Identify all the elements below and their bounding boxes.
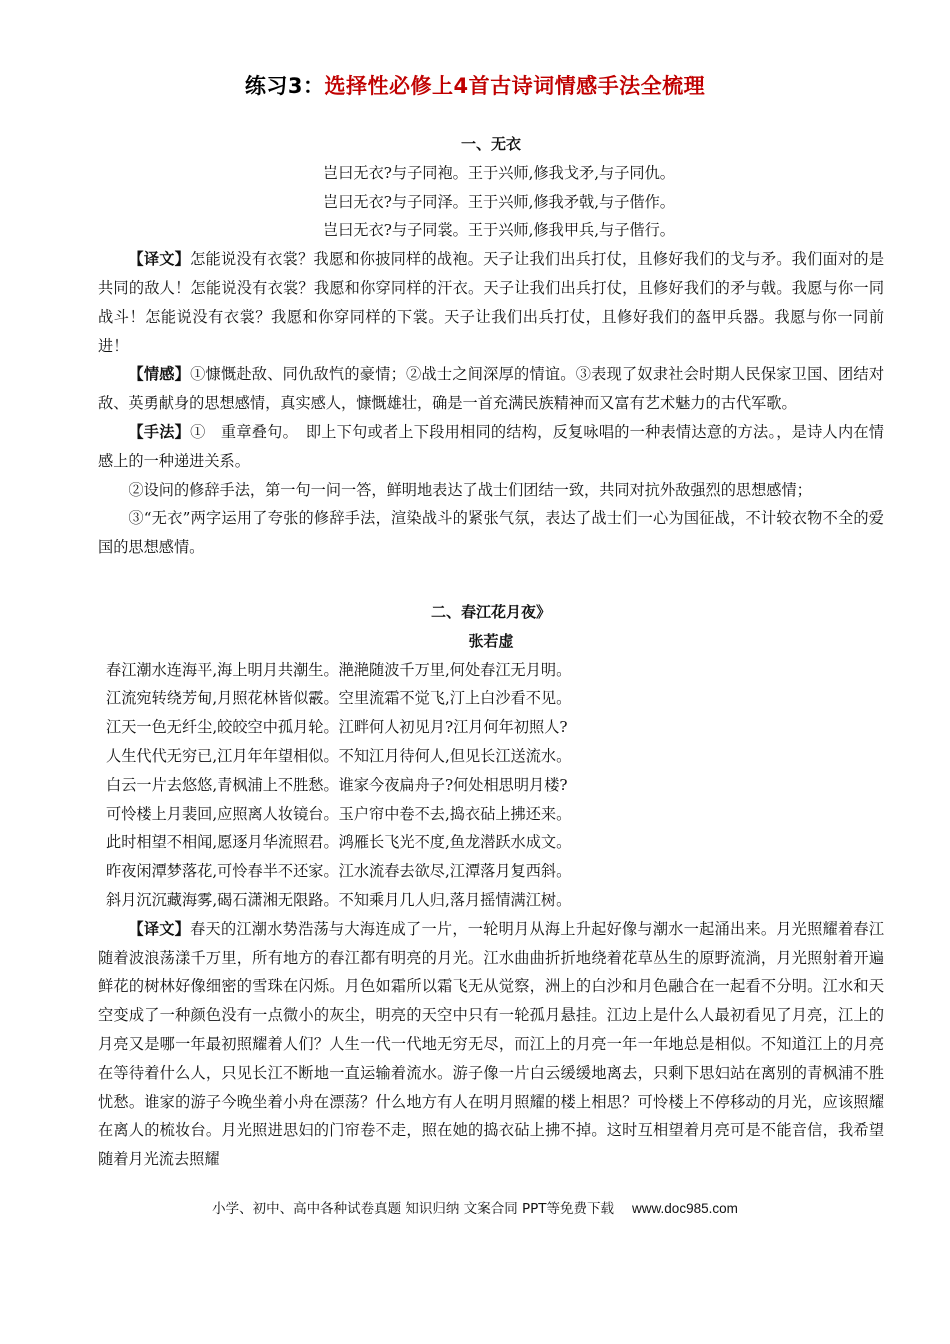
poem-line: 江天一色无纤尘,皎皎空中孤月轮。江畔何人初见月?江月何年初照人? <box>106 718 568 737</box>
page-footer <box>0 1197 950 1217</box>
technique-label: 【手法】 <box>128 422 191 441</box>
translation-label: 【译文】 <box>128 250 191 269</box>
poem-line: 岂曰无衣?与子同泽。王于兴师,修我矛戟,与子偕作。 <box>323 192 675 211</box>
poem-line: 斜月沉沉藏海雾,碣石潇湘无限路。不知乘月几人归,落月摇情满江树。 <box>106 890 572 909</box>
technique-paragraph-3: ③“无衣”两字运用了夸张的修辞手法，渲染战斗的紧张气氛，表达了战士们一心为国征战，不计较衣物不全的爱国的思想感情。 <box>98 509 884 557</box>
emotion-paragraph <box>98 360 884 418</box>
translation-text-2: 春天的江潮水势浩荡与大海连成了一片，一轮明月从海上升起好像与潮水一起涌出来。月光照耀着春江随着波浪荡漾千万里，所有地方的春江都有明亮的月光。江水曲曲折折地绕着花草丛生的原野流淌，月光照射着开遍鲜花的树林好像细密的雪珠在闪烁。月色如霜所以霜飞无从觉察，洲上的白沙和月色融合在一起看不分明。江水和天空变成了一种颜色没有一点微小的灰尘，明亮的天空中只有一轮孤月悬挂。江边上是什么人最初看见了月亮，江上的月亮又是哪一年最初照耀着人们？人生一代一代地无穷无尽，而江上的月亮一年一年地总是相似。不知道江上的月亮在等待着什么人，只见长江不断地一直运输着流水。游子像一片白云缓缓地离去，只剩下思妇站在离别的青枫浦不胜忧愁。谁家的游子今晚坐着小舟在漂荡？什么地方有人在明月照耀的楼上相思？可怜楼上不停移动的月光，应该照耀在离人的梳妆台。月光照进思妇的门帘卷不走，照在她的捣衣砧上拂不掉。这时互相望着月亮可是不能音信，我希望随着月光流去照耀 <box>98 919 885 1169</box>
translation-paragraph <box>98 245 884 360</box>
section-gap <box>98 562 884 598</box>
translation-paragraph-2 <box>98 915 884 1174</box>
poem-line: 岂曰无衣?与子同裳。王于兴师,修我甲兵,与子偕行。 <box>323 221 675 240</box>
translation-text: 怎能说没有衣裳？我愿和你披同样的战袍。天子让我们出兵打仗，且修好我们的戈与矛。我们面对的是共同的敌人！怎能说没有衣裳？我愿和你穿同样的汗衣。天子让我们出兵打仗，且修好我们的矛与戟。我愿与你一同战斗！怎能说没有衣裳？我愿和你穿同样的下裳。天子让我们出兵打仗，且修好我们的盔甲兵器。我愿与你一同前进！ <box>98 250 885 355</box>
poem-line: 岂曰无衣?与子同袍。王于兴师,修我戈矛,与子同仇。 <box>323 163 675 182</box>
poem-line: 此时相望不相闻,愿逐月华流照君。鸿雁长飞光不度,鱼龙潜跃水成文。 <box>106 833 572 852</box>
title-prefix: 练习3： <box>244 74 325 98</box>
section-title-chunjiang: 二、春江花月夜》 <box>430 602 551 621</box>
poem-line: 白云一片去悠悠,青枫浦上不胜愁。谁家今夜扁舟子?何处相思明月楼? <box>106 775 568 794</box>
technique-paragraph-2: ②设问的修辞手法，第一句一问一答，鲜明地表达了战士们团结一致，共同对抗外敌强烈的思想感情； <box>128 480 812 499</box>
emotion-text: ①慷慨赴敌、同仇敌忾的豪情；②战士之间深厚的情谊。③表现了奴隶社会时期人民保家卫国、团结对敌、英勇献身的思想感情，真实感人，慷慨雄壮，确是一首充满民族精神而又富有艺术魅力的古代军歌。 <box>98 365 885 413</box>
technique-paragraph <box>98 418 884 476</box>
footer-text: 小学、初中、高中各种试卷真题 知识归纳 文案合同 PPT等免费下载 <box>212 1201 615 1217</box>
poem-line: 昨夜闲潭梦落花,可怜春半不还家。江水流春去欲尽,江潭落月复西斜。 <box>106 862 572 881</box>
translation-label-2: 【译文】 <box>128 919 191 938</box>
document-body <box>98 130 884 1174</box>
poem-line: 春江潮水连海平,海上明月共潮生。滟滟随波千万里,何处春江无月明。 <box>106 660 572 679</box>
poem-author: 张若虚 <box>468 631 514 650</box>
document-title <box>0 70 950 100</box>
title-main: 选择性必修上4首古诗词情感手法全梳理 <box>324 74 706 98</box>
poem-line: 可怜楼上月裴回,应照离人妆镜台。玉户帘中卷不去,捣衣砧上拂还来。 <box>106 804 572 823</box>
section-title-wuyi: 一、无衣 <box>460 135 521 153</box>
technique-text: ① 重章叠句。 即上下句或者上下段用相同的结构，反复咏唱的一种表情达意的方法。，是诗人内在情感上的一种递进关系。 <box>98 422 884 470</box>
footer-link[interactable]: www.doc985.com <box>632 1201 738 1216</box>
poem-line: 人生代代无穷已,江月年年望相似。不知江月待何人,但见长江送流水。 <box>106 746 572 765</box>
poem-line: 江流宛转绕芳甸,月照花林皆似霰。空里流霜不觉飞,汀上白沙看不见。 <box>106 689 572 708</box>
emotion-label: 【情感】 <box>128 365 191 384</box>
